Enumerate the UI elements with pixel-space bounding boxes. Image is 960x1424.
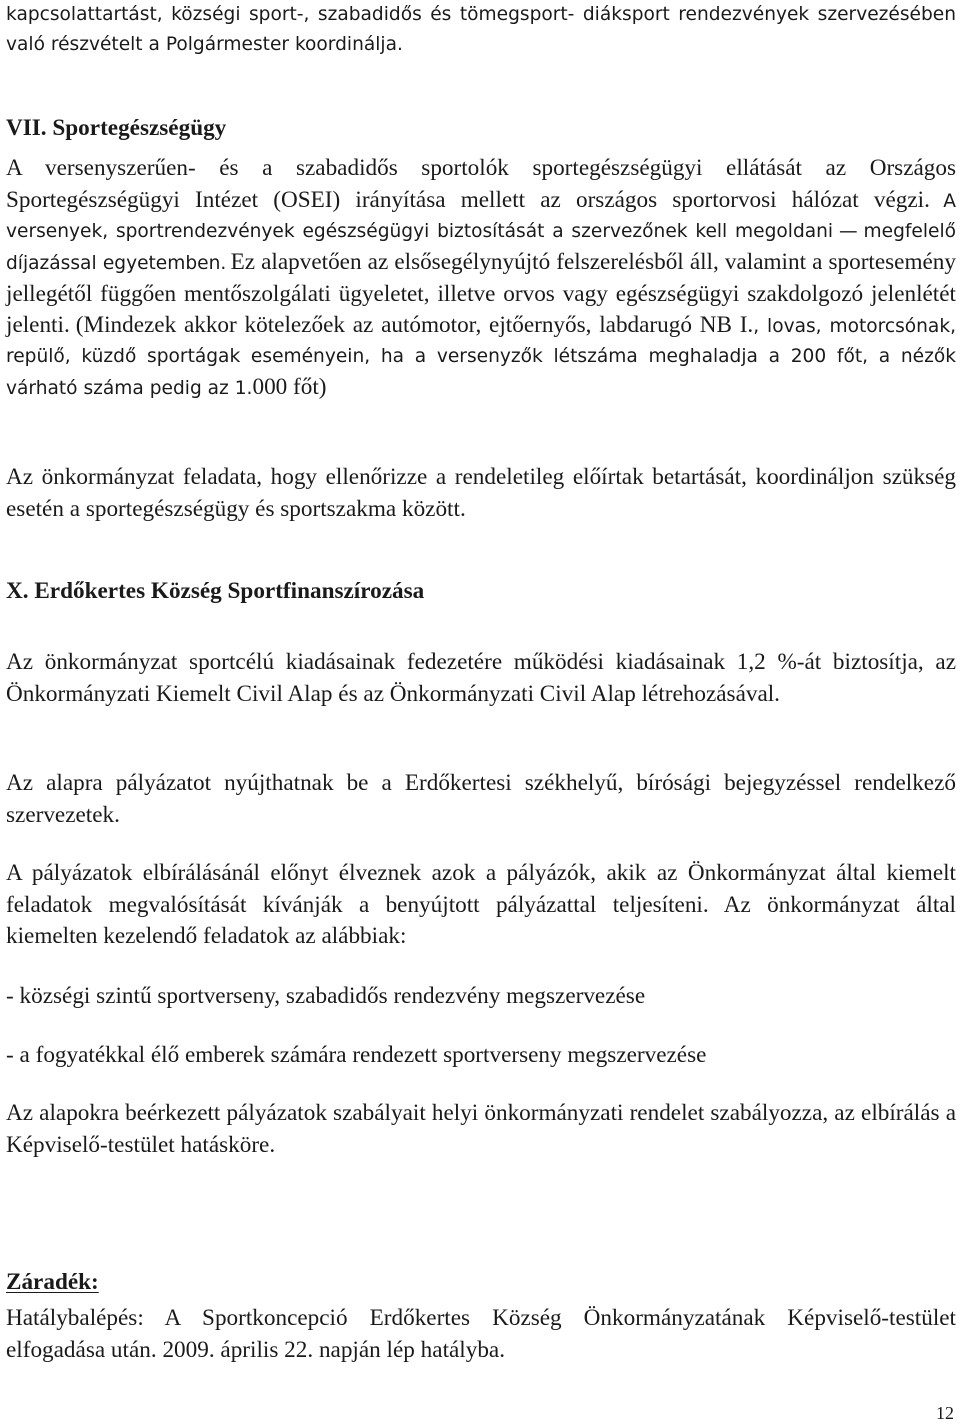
section-vii-p1-serif-c: (Mindezek akkor kötelezőek az autómotor, ejtőernyős, labdarugó NB I. — [75, 312, 754, 338]
section-vii-p2-text: Az önkormányzat feladata, hogy ellenőrizze a rendeletileg előírtak betartását, koordináljon szükség esetén a sportegészségügy és sportszakma között. — [6, 464, 956, 522]
section-x-number: X. — [6, 578, 29, 604]
section-x-heading — [6, 576, 424, 608]
section-vii-paragraph-1 — [6, 153, 956, 404]
intro-text: kapcsolattartást, községi sport-, szabadidős és tömegsport- diáksport rendezvények szervezésében való részvételt a Polgármester koordinálja. — [6, 4, 956, 55]
section-vii-paragraph-2 — [6, 462, 956, 525]
section-vii-p1-serif-b: Ez alapvetően az elsősegélynyújtó felszerelésből áll, valamint a sportesemény jellegétől függően mentőszolgálati ügyeletet, illetve orvos vagy egészségügyi szakdolgozó jelenlétét jelenti. — [6, 248, 956, 338]
closing-text: Hatálybalépés: A Sportkoncepció Erdőkertes Község Önkormányzatának Képviselő-testület elfogadása után. 2009. április 22. napján lép hatályba. — [6, 1305, 956, 1363]
section-vii-p1-serif-d: 000 főt) — [252, 374, 327, 400]
list-item-2-text: - a fogyatékkal élő emberek számára rendezett sportverseny megszervezése — [6, 1042, 707, 1068]
section-vii-p1-dash: — — [839, 220, 858, 242]
section-x-p1-text: Az önkormányzat sportcélú kiadásainak fedezetére működési kiadásainak 1,2 %-át biztosítja, az Önkormányzati Kiemelt Civil Alap és az Önkormányzati Civil Alap létrehozásával. — [6, 649, 956, 707]
closing-heading — [6, 1267, 99, 1299]
list-item-1-text: - községi szintű sportverseny, szabadidős rendezvény megszervezése — [6, 983, 646, 1009]
section-vii-p1-sans-a: A versenyek, sportrendezvények egészségügyi biztosítását a szervezőnek kell megoldani — [6, 190, 957, 242]
section-x-paragraph-4 — [6, 1098, 956, 1161]
closing-title: Záradék: — [6, 1269, 99, 1295]
section-x-paragraph-3 — [6, 858, 956, 953]
closing-paragraph — [6, 1303, 956, 1366]
section-x-title: Erdőkertes Község Sportfinanszírozása — [34, 578, 425, 604]
section-vii-p1-serif: A versenyszerűen- és a szabadidős sportolók sportegészségügyi ellátását az Országos Sportegészségügyi Intézet (OSEI) irányítása mellett az országos sportorvosi hálózat végzi. — [6, 155, 956, 213]
section-vii-heading — [6, 113, 226, 145]
section-x-p3-text: A pályázatok elbírálásánál előnyt élveznek azok a pályázók, akik az Önkormányzat által kiemelt feladatok megvalósítását kívánják a benyújtott pályázattal teljesíteni. Az önkormányzat által kiemelten kezelendő feladatok az alábbiak: — [6, 860, 956, 949]
section-vii-p1-sans-c: , lovas, motorcsónak, repülő, küzdő sportágak eseményein, ha a versenyzők létszáma meghaladja a 200 főt, a nézők várható száma pedig az 1. — [6, 316, 957, 399]
section-vii-number: VII. — [6, 115, 47, 141]
section-vii-p1-sans-b: megfelelő díjazással egyetemben. — [6, 220, 957, 274]
list-item-1 — [6, 981, 956, 1013]
section-vii-title: Sportegészségügy — [52, 115, 227, 141]
list-item-2 — [6, 1040, 956, 1072]
section-x-paragraph-2 — [6, 768, 956, 831]
section-x-p4-text: Az alapokra beérkezett pályázatok szabályait helyi önkormányzati rendelet szabályozza, az elbírálás a Képviselő-testület hatásköre. — [6, 1100, 956, 1158]
page-number: 12 — [936, 1403, 954, 1423]
section-x-p2-text: Az alapra pályázatot nyújthatnak be a Erdőkertesi székhelyű, bírósági bejegyzéssel rendelkező szervezetek. — [6, 770, 956, 828]
intro-paragraph — [6, 0, 956, 60]
section-x-paragraph-1 — [6, 647, 956, 710]
